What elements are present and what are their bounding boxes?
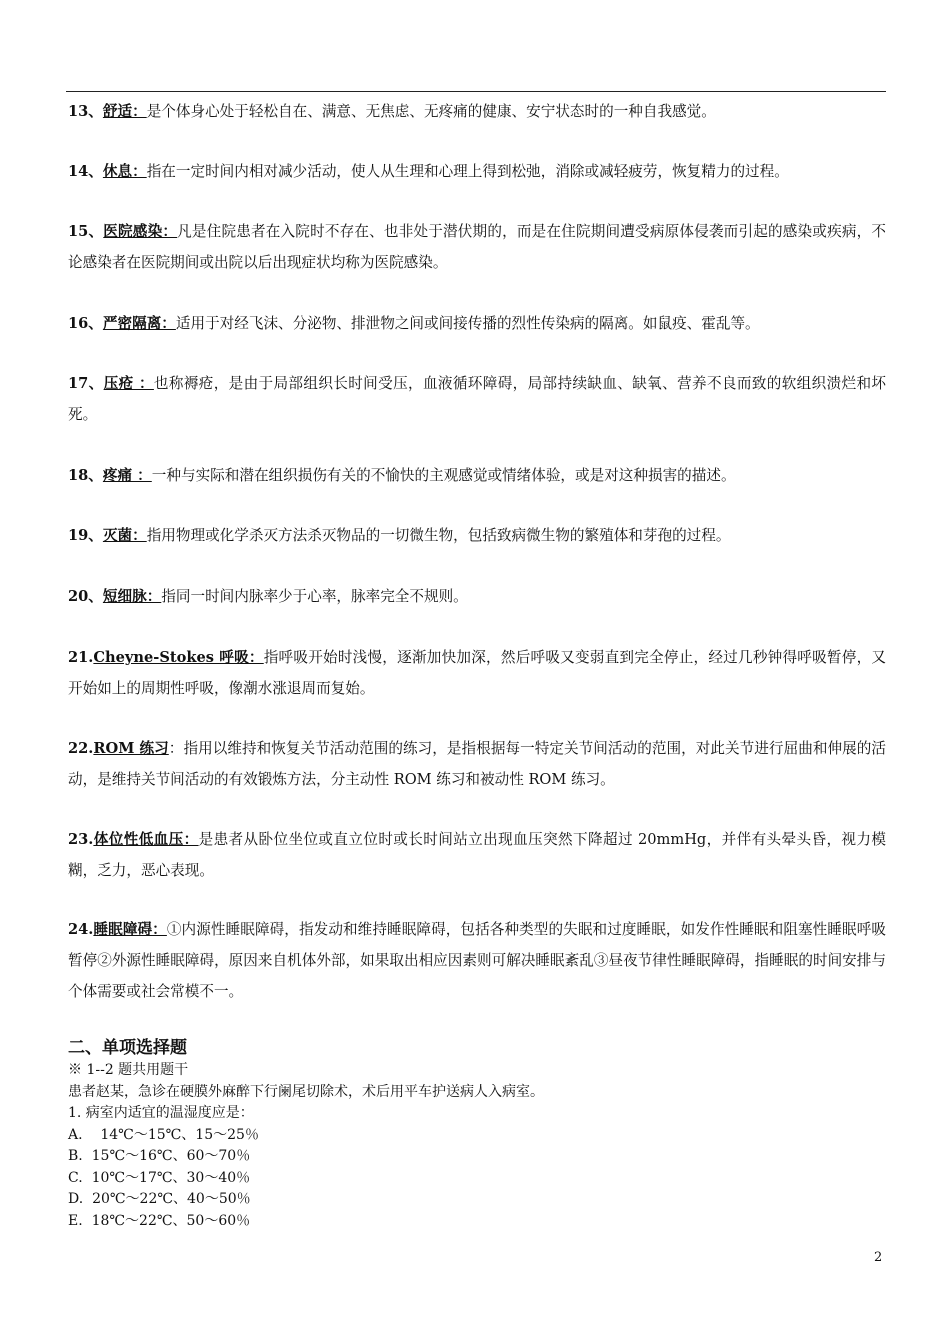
page-number: 2 [874,1250,883,1265]
definition-18: 18、疼痛 ：一种与实际和潜在组织损伤有关的不愉快的主观感觉或情绪体验，或是对这种损害的描述。 [68,467,736,484]
term-21: Cheyne-Stokes 呼吸： [93,649,264,666]
definition-text: 是患者从卧位坐位或直立位时或长时间站立出现血压突然下降超过 20mmHg，并伴有头晕头昏，视力模糊，乏力，恶心表现。 [68,831,886,879]
definition-16: 16、严密隔离：适用于对经飞沫、分泌物、排泄物之间或间接传播的烈性传染病的隔离。如鼠疫、霍乱等。 [68,315,760,332]
definition-19: 19、灭菌：指用物理或化学杀灭方法杀灭物品的一切微生物，包括致病微生物的繁殖体和芽孢的过程。 [68,527,731,544]
definition-22: 22.ROM 练习：指用以维持和恢复关节活动范围的练习，是指根据每一特定关节间活动的范围，对此关节进行屈曲和伸展的活动，是维持关节间活动的有效锻炼方法，分主动性 ROM 练习和被动性 ROM 练习。 [68,740,886,788]
definition-text: 也称褥疮，是由于局部组织长时间受压，血液循环障碍，局部持续缺血、缺氧、营养不良而致的软组织溃烂和坏死。 [68,375,886,423]
definition-text: 指在一定时间内相对减少活动，使人从生理和心理上得到松弛，消除或减轻疲劳，恢复精力的过程。 [146,163,789,180]
definition-17: 17、压疮 ：也称褥疮，是由于局部组织长时间受压，血液循环障碍，局部持续缺血、缺氧、营养不良而致的软组织溃烂和坏死。 [68,375,886,423]
term-24: 睡眠障碍： [93,921,167,938]
term-22: ROM 练习 [93,740,169,757]
term-16: 严密隔离： [102,315,176,332]
definition-24: 24.睡眠障碍：①内源性睡眠障碍，指发动和维持睡眠障碍，包括各种类型的失眠和过度睡眠，如发作性睡眠和阻塞性睡眠呼吸暂停②外源性睡眠障碍，原因来自机体外部，如果取出相应因素则可解决睡眠紊乱③昼夜节律性睡眠障碍，指睡眠的时间安排与个体需要或社会常模不一。 [68,921,886,1000]
header-rule [66,91,886,92]
option-d: D. 20℃～22℃、40～50％ [68,1191,251,1207]
definition-15: 15、医院感染：凡是住院患者在入院时不存在、也非处于潜伏期的，而是在住院期间遭受病原体侵袭而引起的感染或疾病，不论感染者在医院期间或出院以后出现症状均称为医院感染。 [68,223,886,271]
term-17: 压疮 ： [103,375,154,392]
term-15: 医院感染： [103,223,178,240]
term-14: 休息： [102,163,147,180]
definition-13: 13、舒适：是个体身心处于轻松自在、满意、无焦虑、无疼痛的健康、安宁状态时的一种自我感觉。 [68,103,716,120]
definition-text: ①内源性睡眠障碍，指发动和维持睡眠障碍，包括各种类型的失眠和过度睡眠，如发作性睡眠和阻塞性睡眠呼吸暂停②外源性睡眠障碍，原因来自机体外部，如果取出相应因素则可解决睡眠紊乱③昼夜节律性睡眠障碍，指睡眠的时间安排与个体需要或社会常模不一。 [68,921,886,1000]
term-20: 短细脉： [102,588,162,605]
option-e: E. 18℃～22℃、50～60％ [68,1212,251,1229]
definition-23: 23.体位性低血压：是患者从卧位坐位或直立位时或长时间站立出现血压突然下降超过 20mmHg，并伴有头晕头昏，视力模糊，乏力，恶心表现。 [68,831,886,879]
definition-text: 适用于对经飞沫、分泌物、排泄物之间或间接传播的烈性传染病的隔离。如鼠疫、霍乱等。 [175,315,760,332]
term-13: 舒适： [102,103,147,120]
definition-text: 是个体身心处于轻松自在、满意、无焦虑、无疼痛的健康、安宁状态时的一种自我感觉。 [146,103,716,120]
section-title: 二、单项选择题 [68,1038,187,1058]
term-19: 灭菌： [102,527,147,544]
definition-text: 凡是住院患者在入院时不存在、也非处于潜伏期的，而是在住院期间遭受病原体侵袭而引起的感染或疾病，不论感染者在医院期间或出院以后出现症状均称为医院感染。 [68,223,886,271]
definition-text: 一种与实际和潜在组织损伤有关的不愉快的主观感觉或情绪体验，或是对这种损害的描述。 [151,467,736,484]
definition-text: 指用以维持和恢复关节活动范围的练习，是指根据每一特定关节间活动的范围，对此关节进行屈曲和伸展的活动，是维持关节间活动的有效锻炼方法，分主动性 ROM 练习和被动性 ROM 练习。 [68,740,886,788]
question-stem: 患者赵某，急诊在硬膜外麻醉下行阑尾切除术，术后用平车护送病人入病室。 [68,1083,544,1100]
option-c: C. 10℃～17℃、30～40％ [68,1169,251,1186]
option-b: B. 15℃～16℃、60～70％ [68,1148,251,1164]
definition-21: 21.Cheyne-Stokes 呼吸：指呼吸开始时浅慢，逐渐加快加深，然后呼吸又变弱直到完全停止，经过几秒钟得呼吸暂停，又开始如上的周期性呼吸，像潮水涨退周而复始。 [68,649,886,697]
term-18: 疼痛 ： [102,467,152,484]
shared-stem-note: ※ 1--2 题共用题干 [68,1062,189,1078]
term-23: 体位性低血压： [93,831,199,848]
definition-20: 20、短细脉：指同一时间内脉率少于心率，脉率完全不规则。 [68,588,468,605]
question-1: 1. 病室内适宜的温湿度应是： [68,1105,254,1121]
definition-text: 指呼吸开始时浅慢，逐渐加快加深，然后呼吸又变弱直到完全停止，经过几秒钟得呼吸暂停，又开始如上的周期性呼吸，像潮水涨退周而复始。 [68,649,886,697]
multiple-choice-block [68,1060,886,1232]
option-a: A. 14℃～15℃、15～25％ [68,1126,259,1143]
definition-text: 指用物理或化学杀灭方法杀灭物品的一切微生物，包括致病微生物的繁殖体和芽孢的过程。 [146,527,731,544]
definition-text: 指同一时间内脉率少于心率，脉率完全不规则。 [161,588,468,605]
definition-14: 14、休息：指在一定时间内相对减少活动，使人从生理和心理上得到松弛，消除或减轻疲劳，恢复精力的过程。 [68,163,789,180]
